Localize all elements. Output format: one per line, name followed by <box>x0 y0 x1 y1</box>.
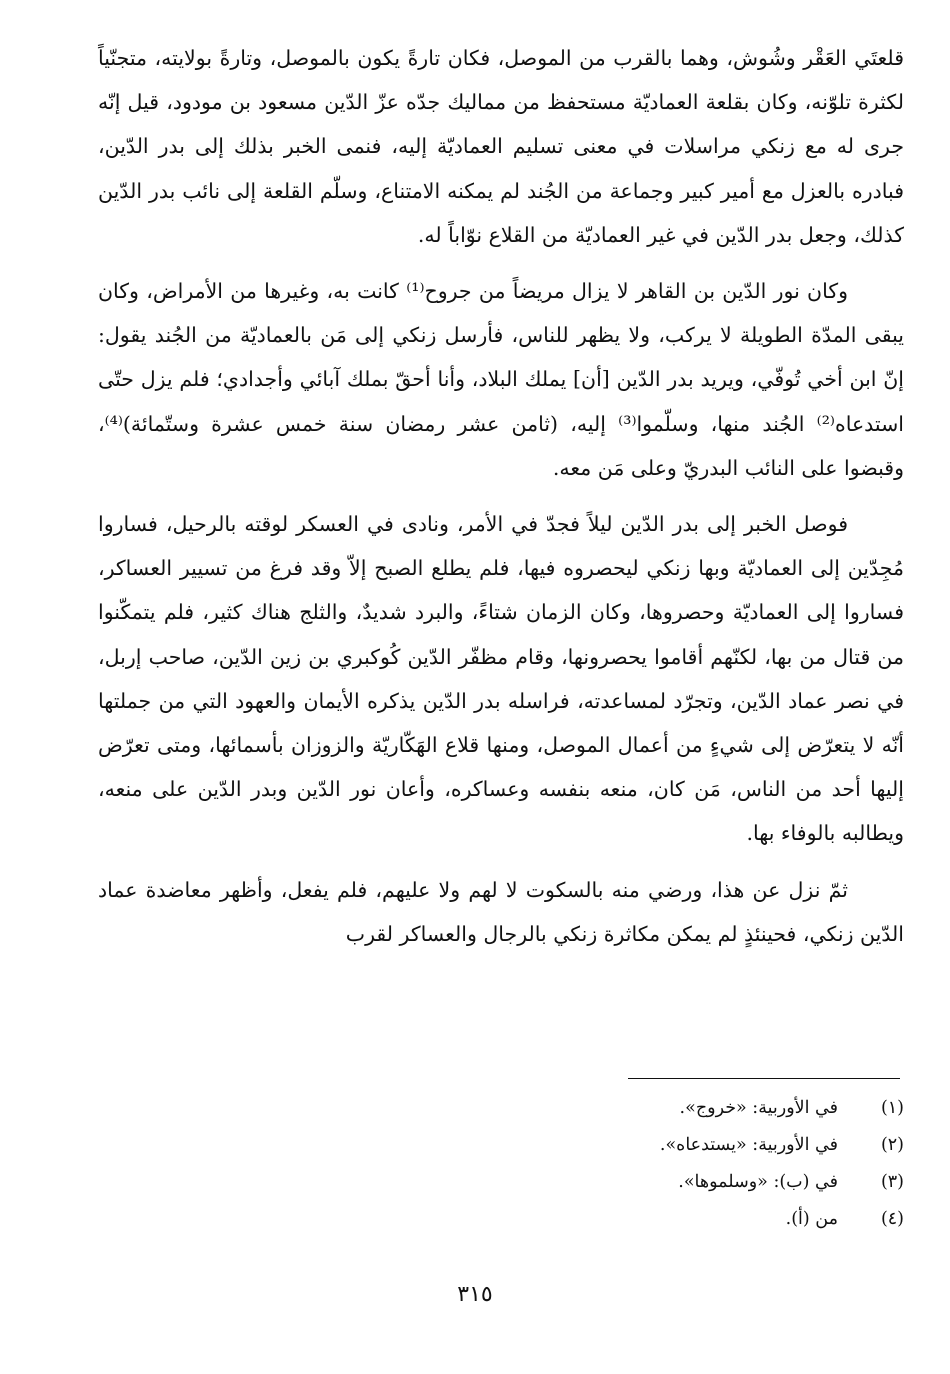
paragraph: فوصل الخبر إلى بدر الدّين ليلاً فجدّ في الأمر، ونادى في العسكر لوقته بالرحيل، فساروا مُجِدّين إلى العماديّة وبها زنكي ليحصروه فيها، فلم يطلع الصبح إلاّ وقد فرغ من تسيير العساكر، فساروا إلى العماديّة وحصروها، وكان الزمان شتاءً، والبرد شديدٌ، والثلج هناك كثير، فلم يتمكّنوا من قتال من بها، لكنّهم أقاموا يحصرونها، وقام مظفّر الدّين كُوكبري بن زين الدّين، صاحب إربل، في نصر عماد الدّين، وتجرّد لمساعدته، فراسله بدر الدّين يذكره الأيمان والعهود التي من جملتها أنّه لا يتعرّض إلى شيءٍ من أعمال الموصل، ومنها قلاع الهَكّاريّة والزوزان بأسمائها، ومتى تعرّض إليها أحد من الناس، مَن كان، منعه بنفسه وعساكره، وأعان نور الدّين وبدر الدّين على منعه، ويطالبه بالوفاء بها. <box>98 512 904 846</box>
footnote-number: (٣) <box>880 1172 904 1192</box>
paragraph: ثمّ نزل عن هذا، ورضي منه بالسكوت لا لهم ولا عليهم، فلم يفعل، وأظهر معاضدة عماد الدّين زنكي، فحينئذٍ لم يمكن مكاثرة زنكي بالرجال والعساكر لقرب <box>98 877 904 946</box>
paragraph: قلعتَي العَقْر وشُوش، وهما بالقرب من الموصل، فكان تارةً يكون بالموصل، وتارةً بولايته، متجنّياً لكثرة تلوّنه، وكان بقلعة العماديّة مستحفظ من مماليك جدّه عزّ الدّين مسعود بن مودود، قيل إنّه جرى له مع زنكي مراسلات في معنى تسليم العماديّة إليه، فنمى الخبر بذلك إلى بدر الدّين، فبادره بالعزل مع أمير كبير وجماعة من الجُند لم يمكنه الامتناع، وسلّم القلعة إلى نائب بدر الدّين كذلك، وجعل بدر الدّين في غير العماديّة من القلاع نوّاباً له. <box>98 46 904 247</box>
footnote-number: (٤) <box>880 1209 904 1229</box>
page-number: ٣١٥ <box>457 1282 493 1307</box>
footnote <box>300 1172 904 1209</box>
footnote-text: في الأوربية: «يستدعاه». <box>659 1135 838 1155</box>
main-text <box>98 36 904 968</box>
footnote <box>300 1135 904 1172</box>
paragraph: وكان نور الدّين بن القاهر لا يزال مريضاً من جروح⁽¹⁾ كانت به، وغيرها من الأمراض، وكان يبقى المدّة الطويلة لا يركب، ولا يظهر للناس، فأرسل زنكي إلى مَن بالعماديّة من الجُند يقول: إنّ ابن أخي تُوفّي، ويريد بدر الدّين [أن] يملك البلاد، وأنا أحقّ بملك آبائي وأجدادي؛ فلم يزل حتّى استدعاه⁽²⁾ الجُند منها، وسلّموا⁽³⁾ إليه، (ثامن عشر رمضان سنة خمس عشرة وستّمائة)⁽⁴⁾، وقبضوا على النائب البدريّ وعلى مَن معه. <box>98 279 904 480</box>
footnotes <box>300 1098 904 1246</box>
footnote-text: في (ب): «وسلموها». <box>678 1172 838 1192</box>
footnote-number: (١) <box>880 1098 904 1118</box>
footnote-divider <box>628 1078 900 1079</box>
footnote-text: من (أ). <box>785 1209 838 1229</box>
footnote-number: (٢) <box>880 1135 904 1155</box>
footnote <box>300 1098 904 1135</box>
footnote-text: في الأوربية: «خروج». <box>679 1098 838 1118</box>
footnote <box>300 1209 904 1246</box>
